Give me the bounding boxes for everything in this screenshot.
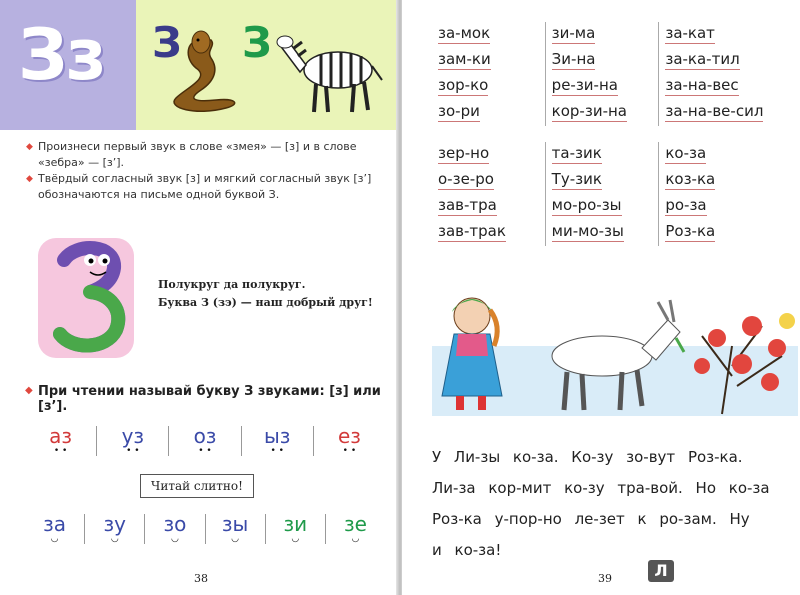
girl-icon xyxy=(442,298,502,410)
word: зо-ри xyxy=(438,102,480,120)
syllable: зо ◡ xyxy=(163,512,187,544)
reading-instruction: ◆ При чтении называй букву З звуками: [з] или [з’]. xyxy=(38,384,398,414)
syllable: зу ◡ xyxy=(103,512,126,544)
syllable-text: ыз xyxy=(263,424,291,448)
syllable-text: зе xyxy=(343,512,367,536)
bullet-sound-explanation: ◆ Произнеси первый звук в слове «змея» — [з] и в слове «зебра» — [з’]. xyxy=(38,139,378,171)
word: за-кат xyxy=(665,24,715,42)
syllable-text: зу xyxy=(103,512,126,536)
word-column xyxy=(432,142,546,246)
syllable: оз • • xyxy=(193,424,217,456)
word-column xyxy=(659,142,772,246)
header-letter-zebra: З xyxy=(242,18,272,67)
word: Роз-ка xyxy=(665,222,716,240)
syllable-text: ез xyxy=(337,424,361,448)
syllable: зе ◡ xyxy=(343,512,367,544)
word: Ту-зик xyxy=(551,170,602,188)
page-number: 38 xyxy=(194,572,208,585)
word: за-ка-тил xyxy=(665,50,740,68)
word: ре-зи-на xyxy=(551,76,618,94)
word: зам-ки xyxy=(438,50,491,68)
header-letter-snake: З xyxy=(152,18,182,67)
big-letter-panel xyxy=(0,0,136,130)
syllable: ыз • • xyxy=(263,424,291,456)
word: зав-трак xyxy=(438,222,506,240)
header-illustration xyxy=(136,0,398,130)
word: зи-ма xyxy=(551,24,596,42)
word: зав-тра xyxy=(438,196,497,214)
poem xyxy=(158,276,373,312)
syllable: зи ◡ xyxy=(283,512,308,544)
read-together-label: Читай слитно! xyxy=(140,474,254,498)
poem-line: Полукруг да полукруг. xyxy=(158,278,306,291)
syllable: уз • • xyxy=(121,424,145,456)
word: та-зик xyxy=(551,144,602,162)
word-group xyxy=(432,22,772,126)
syllable: аз • • xyxy=(49,424,73,456)
big-letter: Зз xyxy=(18,14,105,96)
word: за-на-вес xyxy=(665,76,739,94)
word-column xyxy=(546,22,660,126)
syllable-text: зи xyxy=(283,512,308,536)
word-column xyxy=(659,22,772,126)
word: Зи-на xyxy=(551,50,596,68)
syllable-text: зо xyxy=(163,512,187,536)
word: коз-ка xyxy=(665,170,716,188)
girl-goat-roses-illustration xyxy=(432,286,798,416)
word: о-зе-ро xyxy=(438,170,494,188)
word: зор-ко xyxy=(438,76,489,94)
word-column xyxy=(432,22,546,126)
syllable-text: аз xyxy=(49,424,73,448)
bullet-letter-explanation: ◆ Твёрдый согласный звук [з] и мягкий согласный звук [з’] обозначаются на письме одной буквой З. xyxy=(38,171,378,203)
page-number: 39 xyxy=(598,572,612,585)
letter-z-mascot-icon xyxy=(46,238,136,358)
right-page xyxy=(402,0,800,595)
word: кор-зи-на xyxy=(551,102,627,120)
word: зер-но xyxy=(438,144,490,162)
word-group xyxy=(432,142,772,246)
poem-line: Буква З (зэ) — наш добрый друг! xyxy=(158,296,373,309)
syllable-text: оз xyxy=(193,424,217,448)
syllable-text: уз xyxy=(121,424,145,448)
syllable-text: за xyxy=(43,512,67,536)
publisher-logo-icon: Л xyxy=(648,560,674,582)
syllable: ез • • xyxy=(337,424,361,456)
zebra-icon xyxy=(276,20,386,115)
forward-syllables-row xyxy=(25,512,385,548)
word: мо-ро-зы xyxy=(551,196,622,214)
word: ко-за xyxy=(665,144,707,162)
word-grid xyxy=(432,22,772,262)
reading-story: У Ли-зы ко-за. Ко-зу зо-вут Роз-ка. Ли-за кор-мит ко-зу тра-вой. Но ко-за Роз-ка у-пор-но ле-зет к ро-зам. Ну и ко-за! xyxy=(432,448,770,559)
snake-icon xyxy=(156,28,246,118)
word-column xyxy=(546,142,660,246)
syllable: за ◡ xyxy=(43,512,67,544)
word: ми-мо-зы xyxy=(551,222,624,240)
reverse-syllables-row xyxy=(25,424,385,460)
syllable: зы ◡ xyxy=(221,512,249,544)
word: ро-за xyxy=(665,196,707,214)
left-page xyxy=(0,0,398,595)
word: за-мок xyxy=(438,24,491,42)
word: за-на-ве-сил xyxy=(665,102,764,120)
syllable-text: зы xyxy=(221,512,249,536)
